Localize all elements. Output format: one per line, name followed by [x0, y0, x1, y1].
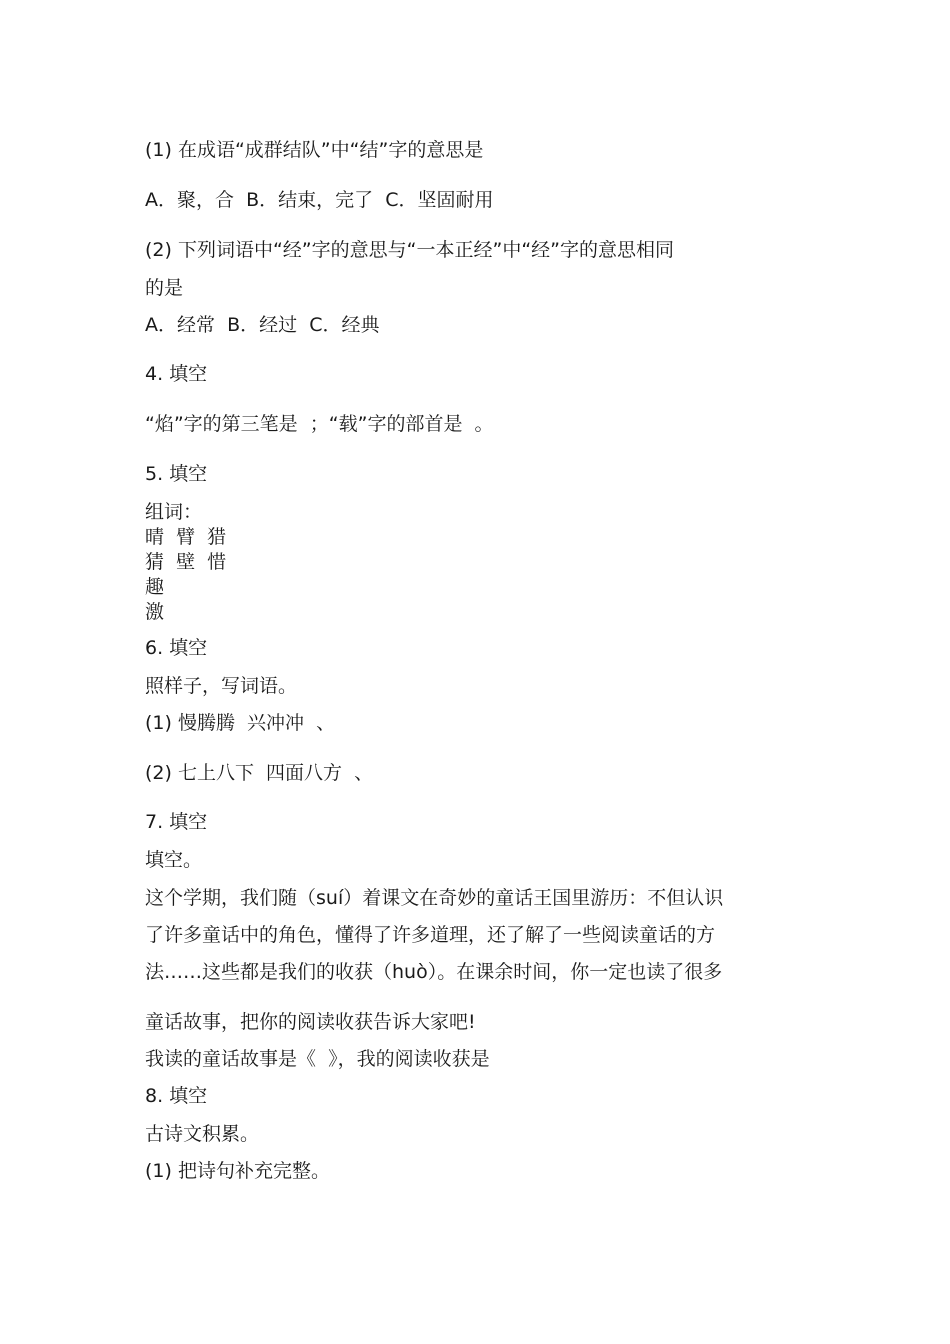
- q7-paragraph-line-1: 这个学期，我们随（suí）着课文在奇妙的童话王国里游历：不但认识: [145, 887, 724, 909]
- q7-paragraph-line-3: 法……这些都是我们的收获（huò）。在课余时间，你一定也读了很多: [145, 961, 723, 983]
- q5-row-2: 猜 壁 惜: [145, 551, 227, 573]
- q5-heading: 5. 填空: [145, 463, 208, 485]
- q6-heading: 6. 填空: [145, 637, 208, 659]
- q4-heading: 4. 填空: [145, 363, 208, 385]
- q4-text: “焰”字的第三笔是 ；“载”字的部首是 。: [145, 413, 494, 435]
- q7-instruction: 填空。: [145, 849, 203, 871]
- q3-sub1-question: (1) 在成语“成群结队”中“结”字的意思是: [145, 139, 484, 161]
- q8-heading: 8. 填空: [145, 1085, 208, 1107]
- q6-instruction: 照样子，写词语。: [145, 675, 298, 697]
- q7-paragraph-line-4: 童话故事，把你的阅读收获告诉大家吧!: [145, 1011, 476, 1033]
- q3-sub2-options: A．经常 B．经过 C．经典: [145, 314, 380, 336]
- q5-row-1: 晴 臂 猎: [145, 526, 227, 548]
- q5-row-4: 激: [145, 601, 165, 623]
- q5-row-3: 趣: [145, 576, 165, 598]
- q8-instruction: 古诗文积累。: [145, 1123, 260, 1145]
- q6-sub1: (1) 慢腾腾 兴冲冲 、: [145, 712, 336, 734]
- q3-sub2-question: (2) 下列词语中“经”字的意思与“一本正经”中“经”字的意思相同: [145, 239, 675, 261]
- q6-sub2: (2) 七上八下 四面八方 、: [145, 762, 374, 784]
- q7-paragraph-line-2: 了许多童话中的角色，懂得了许多道理，还了解了一些阅读童话的方: [145, 924, 716, 946]
- q3-sub2-question-cont: 的是: [145, 277, 184, 299]
- q7-heading: 7. 填空: [145, 811, 208, 833]
- q7-fill-line: 我读的童话故事是《 》，我的阅读收获是: [145, 1048, 490, 1070]
- q5-instruction: 组词：: [145, 501, 203, 523]
- q3-sub1-options: A．聚，合 B．结束，完了 C．坚固耐用: [145, 189, 494, 211]
- q8-sub1: (1) 把诗句补充完整。: [145, 1160, 330, 1182]
